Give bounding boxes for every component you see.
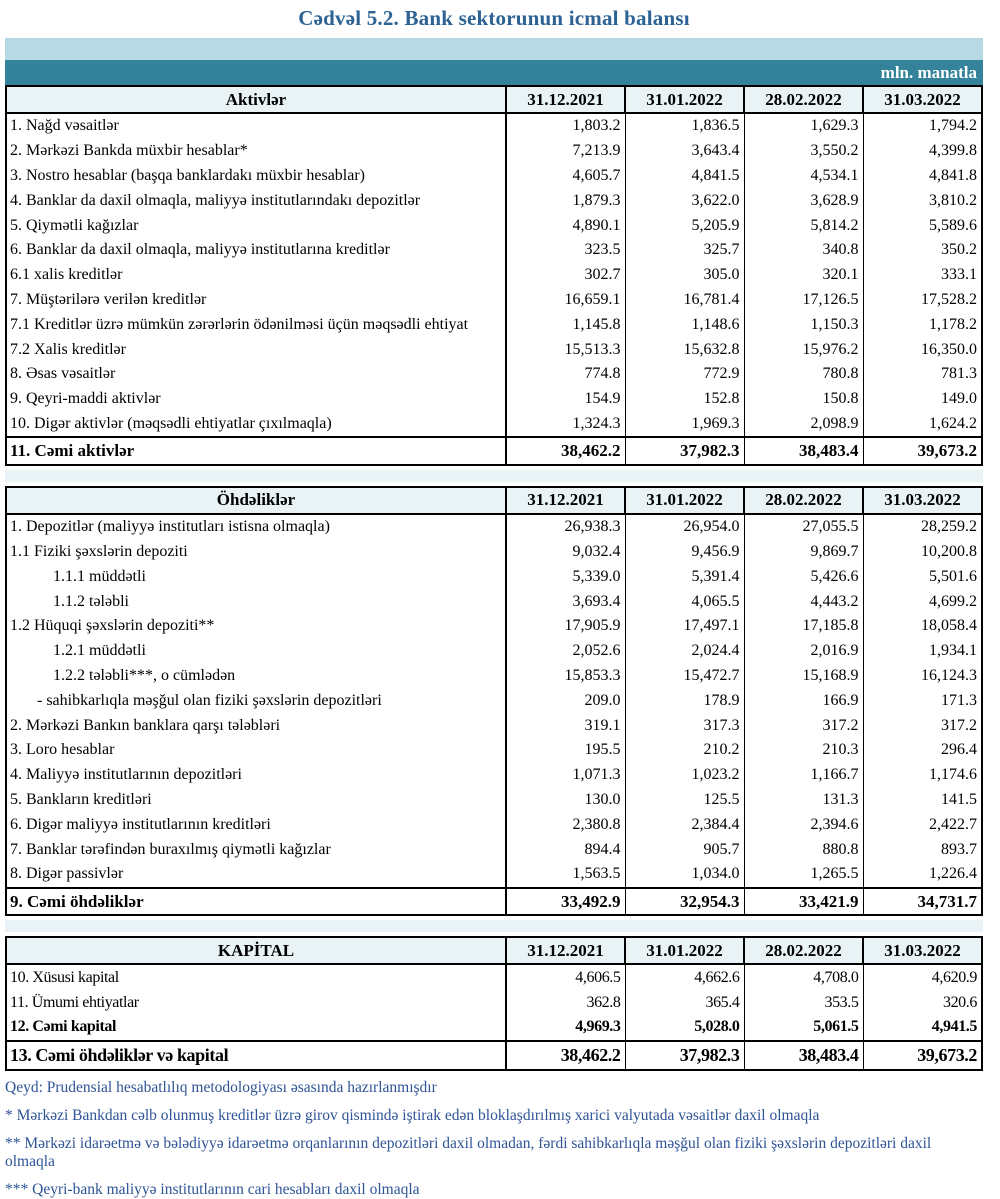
- cell-value: 5,061.5: [744, 1015, 863, 1041]
- cell-value: 325.7: [625, 238, 744, 263]
- cell-value: 3,810.2: [929, 191, 977, 209]
- cell-value: 16,659.1: [506, 288, 625, 313]
- cell-value: 1,145.8: [506, 312, 625, 337]
- section-header-label: KAPİTAL: [6, 937, 506, 964]
- table-row: [6, 288, 982, 313]
- row-label: 6. Banklar da daxil olmaqla, maliyyə institutlarına kreditlər: [6, 238, 506, 263]
- cell-value: 4,399.8: [929, 142, 977, 160]
- cell-value: 4,969.3: [506, 1015, 625, 1041]
- cell-value: 1,148.6: [625, 312, 744, 337]
- cell-value: 317.2: [941, 716, 977, 734]
- section-header-label: Aktivlər: [6, 86, 506, 113]
- column-header-date-0: 31.12.2021: [506, 937, 625, 964]
- cell-value: 3,550.2: [744, 139, 863, 164]
- row-label: 4. Maliyyə institutlarının depozitləri: [6, 763, 506, 788]
- cell-value: 17,126.5: [744, 288, 863, 313]
- cell-value: 4,708.0: [744, 964, 863, 990]
- total-row: [6, 437, 982, 465]
- total-label: 11. Cəmi aktivlər: [6, 437, 506, 465]
- cell-value: 780.8: [744, 362, 863, 387]
- cell-value: 1,803.2: [506, 113, 625, 139]
- cell-value: 15,853.3: [506, 664, 625, 689]
- cell-value: 317.2: [744, 713, 863, 738]
- cell-value: 1,836.5: [625, 113, 744, 139]
- cell-value: 2,052.6: [506, 639, 625, 664]
- row-label: 6.1 xalis kreditlər: [6, 263, 506, 288]
- cell-value: 1,178.2: [929, 315, 977, 333]
- row-label: 2. Mərkəzi Bankda müxbir hesablar*: [6, 139, 506, 164]
- row-label: 8. Digər passivlər: [6, 862, 506, 888]
- note-asterisk-2: ** Mərkəzi idarəetmə və bələdiyyə idarəetmə orqanlarının depozitləri daxil olmadan, fərdi sahibkarlıqla məşğul olan fiziki şəxslərin depozitləri daxil olmaqla: [5, 1134, 932, 1170]
- cell-value: 296.4: [941, 741, 977, 759]
- total-value: 37,982.3: [625, 437, 744, 465]
- cell-value: 3,643.4: [625, 139, 744, 164]
- cell-value: 26,938.3: [506, 514, 625, 540]
- total-row: [6, 1041, 982, 1070]
- total-value: 38,462.2: [506, 1041, 625, 1070]
- cell-value: 17,905.9: [506, 614, 625, 639]
- section-header-row: [6, 86, 982, 113]
- section-header-label: Öhdəliklər: [6, 487, 506, 514]
- cell-value: 17,185.8: [744, 614, 863, 639]
- section-table-aktivler: [5, 85, 983, 466]
- cell-value: 2,394.6: [744, 812, 863, 837]
- row-label: 7.2 Xalis kreditlər: [6, 337, 506, 362]
- table-row-bold: [6, 1015, 982, 1041]
- column-header-date-1: 31.01.2022: [625, 86, 744, 113]
- table-row: [6, 337, 982, 362]
- cell-value: 27,055.5: [744, 514, 863, 540]
- row-label: 8. Əsas vəsaitlər: [6, 362, 506, 387]
- cell-value: 1,794.2: [929, 117, 977, 135]
- cell-value: 1,563.5: [506, 862, 625, 888]
- cell-value: 209.0: [506, 688, 625, 713]
- row-label: 1.2.2 tələbli***, o cümlədən: [6, 664, 506, 689]
- cell-value: 893.7: [941, 840, 977, 858]
- cell-value: 125.5: [625, 788, 744, 813]
- cell-value: 5,391.4: [625, 564, 744, 589]
- cell-value: 149.0: [941, 390, 977, 408]
- cell-value: 28,259.2: [921, 518, 977, 536]
- table-row: [6, 688, 982, 713]
- table-row: [6, 362, 982, 387]
- cell-value: 15,168.9: [744, 664, 863, 689]
- cell-value: 16,781.4: [625, 288, 744, 313]
- column-header-date-3: 31.03.2022: [863, 86, 982, 113]
- cell-value: 4,841.5: [625, 164, 744, 189]
- cell-value: 166.9: [744, 688, 863, 713]
- total-value: 33,492.9: [506, 888, 625, 916]
- cell-value: 1,034.0: [625, 862, 744, 888]
- cell-value: 2,422.7: [929, 815, 977, 833]
- cell-value: 302.7: [506, 263, 625, 288]
- cell-value: 171.3: [941, 691, 977, 709]
- table-row: [6, 263, 982, 288]
- cell-value: 17,528.2: [921, 290, 977, 308]
- cell-value: 26,954.0: [625, 514, 744, 540]
- cell-value: 15,513.3: [506, 337, 625, 362]
- cell-value: 350.2: [941, 241, 977, 259]
- cell-value: 317.3: [625, 713, 744, 738]
- cell-value: 130.0: [506, 788, 625, 813]
- table-row: [6, 738, 982, 763]
- footnotes: [5, 1079, 983, 1199]
- cell-value: 880.8: [744, 837, 863, 862]
- cell-value: 323.5: [506, 238, 625, 263]
- page-title: Cədvəl 5.2. Bank sektorunun icmal balansı: [298, 6, 690, 30]
- row-label: 10. Xüsusi kapital: [6, 964, 506, 990]
- table-row: [6, 164, 982, 189]
- cell-value: 1,174.6: [929, 766, 977, 784]
- cell-value: 1,023.2: [625, 763, 744, 788]
- cell-value: 333.1: [941, 266, 977, 284]
- table-row: [6, 614, 982, 639]
- cell-value: 4,606.5: [506, 964, 625, 990]
- cell-value: 4,941.5: [931, 1018, 977, 1036]
- row-label: 1.2.1 müddətli: [6, 639, 506, 664]
- row-label: - sahibkarlıqla məşğul olan fiziki şəxslərin depozitləri: [6, 688, 506, 713]
- row-label: 9. Qeyri-maddi aktivlər: [6, 387, 506, 412]
- table-row: [6, 387, 982, 412]
- table-row: [6, 589, 982, 614]
- column-header-date-0: 31.12.2021: [506, 487, 625, 514]
- total-value: 37,982.3: [625, 1041, 744, 1070]
- row-label: 1.1.1 müddətli: [6, 564, 506, 589]
- table-row: [6, 238, 982, 263]
- row-label: 7.1 Kreditlər üzrə mümkün zərərlərin ödənilməsi üçün məqsədli ehtiyat: [6, 312, 506, 337]
- row-label: 4. Banklar da daxil olmaqla, maliyyə institutlarındakı depozitlər: [6, 188, 506, 213]
- cell-value: 362.8: [506, 990, 625, 1015]
- cell-value: 9,032.4: [506, 540, 625, 565]
- cell-value: 781.3: [941, 365, 977, 383]
- cell-value: 1,624.2: [929, 414, 977, 432]
- cell-value: 4,065.5: [625, 589, 744, 614]
- table-row: [6, 664, 982, 689]
- total-value: 38,483.4: [744, 437, 863, 465]
- total-value: 34,731.7: [863, 888, 982, 916]
- column-header-date-3: 31.03.2022: [863, 937, 982, 964]
- cell-value: 2,380.8: [506, 812, 625, 837]
- cell-value: 774.8: [506, 362, 625, 387]
- row-label: 11. Ümumi ehtiyatlar: [6, 990, 506, 1015]
- cell-value: 4,890.1: [506, 213, 625, 238]
- total-label: 13. Cəmi öhdəliklər və kapital: [6, 1041, 506, 1070]
- table-row: [6, 213, 982, 238]
- cell-value: 17,497.1: [625, 614, 744, 639]
- table-row: [6, 990, 982, 1015]
- row-label: 5. Qiymətli kağızlar: [6, 213, 506, 238]
- cell-value: 1,265.5: [744, 862, 863, 888]
- total-value: 39,673.2: [863, 437, 982, 465]
- table-row: [6, 639, 982, 664]
- cell-value: 5,028.0: [625, 1015, 744, 1041]
- table-row: [6, 862, 982, 888]
- cell-value: 9,869.7: [744, 540, 863, 565]
- table-row: [6, 788, 982, 813]
- unit-band: [5, 60, 983, 85]
- cell-value: 353.5: [744, 990, 863, 1015]
- section-gap: [5, 920, 983, 932]
- note-asterisk-1: * Mərkəzi Bankdan cəlb olunmuş kreditlər üzrə girov qismində iştirak edən bloklaşdırılmış xarici valyutada vəsaitlər daxil olmaqla: [5, 1106, 820, 1124]
- cell-value: 2,024.4: [625, 639, 744, 664]
- total-value: 32,954.3: [625, 888, 744, 916]
- cell-value: 319.1: [506, 713, 625, 738]
- cell-value: 5,205.9: [625, 213, 744, 238]
- cell-value: 1,166.7: [744, 763, 863, 788]
- cell-value: 340.8: [744, 238, 863, 263]
- table-row: [6, 412, 982, 438]
- cell-value: 4,620.9: [931, 968, 977, 986]
- cell-value: 9,456.9: [625, 540, 744, 565]
- cell-value: 320.1: [744, 263, 863, 288]
- cell-value: 1,969.3: [625, 412, 744, 438]
- cell-value: 2,098.9: [744, 412, 863, 438]
- section-header-row: [6, 937, 982, 964]
- column-header-date-2: 28.02.2022: [744, 487, 863, 514]
- column-header-date-0: 31.12.2021: [506, 86, 625, 113]
- row-label: 10. Digər aktivlər (məqsədli ehtiyatlar çıxılmaqla): [6, 412, 506, 438]
- cell-value: 15,976.2: [744, 337, 863, 362]
- sections-container: [5, 85, 983, 1071]
- table-row: [6, 713, 982, 738]
- column-header-date-3: 31.03.2022: [863, 487, 982, 514]
- table-row: [6, 113, 982, 139]
- cell-value: 4,534.1: [744, 164, 863, 189]
- table-row: [6, 139, 982, 164]
- cell-value: 5,426.6: [744, 564, 863, 589]
- section-gap: [5, 470, 983, 482]
- cell-value: 365.4: [625, 990, 744, 1015]
- table-row: [6, 837, 982, 862]
- cell-value: 1,879.3: [506, 188, 625, 213]
- row-label: 1.1 Fiziki şəxslərin depoziti: [6, 540, 506, 565]
- cell-value: 894.4: [506, 837, 625, 862]
- cell-value: 3,628.9: [744, 188, 863, 213]
- column-header-date-2: 28.02.2022: [744, 86, 863, 113]
- table-row: [6, 540, 982, 565]
- cell-value: 1,324.3: [506, 412, 625, 438]
- cell-value: 3,693.4: [506, 589, 625, 614]
- cell-value: 16,124.3: [921, 667, 977, 685]
- total-value: 38,483.4: [744, 1041, 863, 1070]
- cell-value: 152.8: [625, 387, 744, 412]
- total-label: 9. Cəmi öhdəliklər: [6, 888, 506, 916]
- cell-value: 905.7: [625, 837, 744, 862]
- cell-value: 4,841.8: [929, 166, 977, 184]
- cell-value: 195.5: [506, 738, 625, 763]
- row-label: 5. Bankların kreditləri: [6, 788, 506, 813]
- column-header-date-1: 31.01.2022: [625, 487, 744, 514]
- cell-value: 4,699.2: [929, 592, 977, 610]
- cell-value: 305.0: [625, 263, 744, 288]
- table-row: [6, 564, 982, 589]
- cell-value: 18,058.4: [921, 617, 977, 635]
- row-label: 6. Digər maliyyə institutlarının kreditləri: [6, 812, 506, 837]
- row-label: 1.2 Hüquqi şəxslərin depoziti**: [6, 614, 506, 639]
- cell-value: 1,071.3: [506, 763, 625, 788]
- row-label: 7. Müştərilərə verilən kreditlər: [6, 288, 506, 313]
- row-label: 12. Cəmi kapital: [6, 1015, 506, 1041]
- cell-value: 1,629.3: [744, 113, 863, 139]
- cell-value: 4,443.2: [744, 589, 863, 614]
- cell-value: 1,934.1: [929, 642, 977, 660]
- cell-value: 150.8: [744, 387, 863, 412]
- cell-value: 15,472.7: [625, 664, 744, 689]
- note-asterisk-3: *** Qeyri-bank maliyyə institutlarının cari hesabları daxil olmaqla: [5, 1180, 420, 1198]
- header-bands: [5, 38, 983, 85]
- cell-value: 4,605.7: [506, 164, 625, 189]
- row-label: 3. Loro hesablar: [6, 738, 506, 763]
- cell-value: 131.3: [744, 788, 863, 813]
- cell-value: 10,200.8: [921, 543, 977, 561]
- cell-value: 5,339.0: [506, 564, 625, 589]
- cell-value: 1,150.3: [744, 312, 863, 337]
- total-value: 38,462.2: [506, 437, 625, 465]
- cell-value: 154.9: [506, 387, 625, 412]
- cell-value: 7,213.9: [506, 139, 625, 164]
- section-table-kapital: [5, 936, 983, 1070]
- section-header-row: [6, 487, 982, 514]
- cell-value: 5,589.6: [929, 216, 977, 234]
- cell-value: 3,622.0: [625, 188, 744, 213]
- row-label: 1. Nağd vəsaitlər: [6, 113, 506, 139]
- cell-value: 4,662.6: [625, 964, 744, 990]
- cell-value: 210.3: [744, 738, 863, 763]
- table-row: [6, 514, 982, 540]
- cell-value: 2,016.9: [744, 639, 863, 664]
- row-label: 1. Depozitlər (maliyyə institutları istisna olmaqla): [6, 514, 506, 540]
- total-row: [6, 888, 982, 916]
- table-row: [6, 312, 982, 337]
- light-blue-band: [5, 38, 983, 60]
- row-label: 7. Banklar tərəfindən buraxılmış qiymətli kağızlar: [6, 837, 506, 862]
- row-label: 2. Mərkəzi Bankın banklara qarşı tələbləri: [6, 713, 506, 738]
- column-header-date-2: 28.02.2022: [744, 937, 863, 964]
- cell-value: 5,814.2: [744, 213, 863, 238]
- total-value: 39,673.2: [863, 1041, 982, 1070]
- row-label: 3. Nostro hesablar (başqa banklardakı müxbir hesablar): [6, 164, 506, 189]
- cell-value: 2,384.4: [625, 812, 744, 837]
- cell-value: 178.9: [625, 688, 744, 713]
- table-row: [6, 763, 982, 788]
- section-table-ohdelikler: [5, 486, 983, 916]
- row-label: 1.1.2 tələbli: [6, 589, 506, 614]
- cell-value: 15,632.8: [625, 337, 744, 362]
- cell-value: 5,501.6: [929, 567, 977, 585]
- unit-label: mln. manatla: [880, 63, 977, 82]
- cell-value: 1,226.4: [929, 865, 977, 883]
- cell-value: 210.2: [625, 738, 744, 763]
- cell-value: 320.6: [942, 993, 977, 1011]
- column-header-date-1: 31.01.2022: [625, 937, 744, 964]
- total-value: 33,421.9: [744, 888, 863, 916]
- cell-value: 141.5: [941, 791, 977, 809]
- cell-value: 772.9: [625, 362, 744, 387]
- cell-value: 16,350.0: [921, 340, 977, 358]
- table-row: [6, 812, 982, 837]
- table-row: [6, 964, 982, 990]
- table-row: [6, 188, 982, 213]
- note-qeyd: Qeyd: Prudensial hesabatlılıq metodologiyası əsasında hazırlanmışdır: [5, 1078, 437, 1096]
